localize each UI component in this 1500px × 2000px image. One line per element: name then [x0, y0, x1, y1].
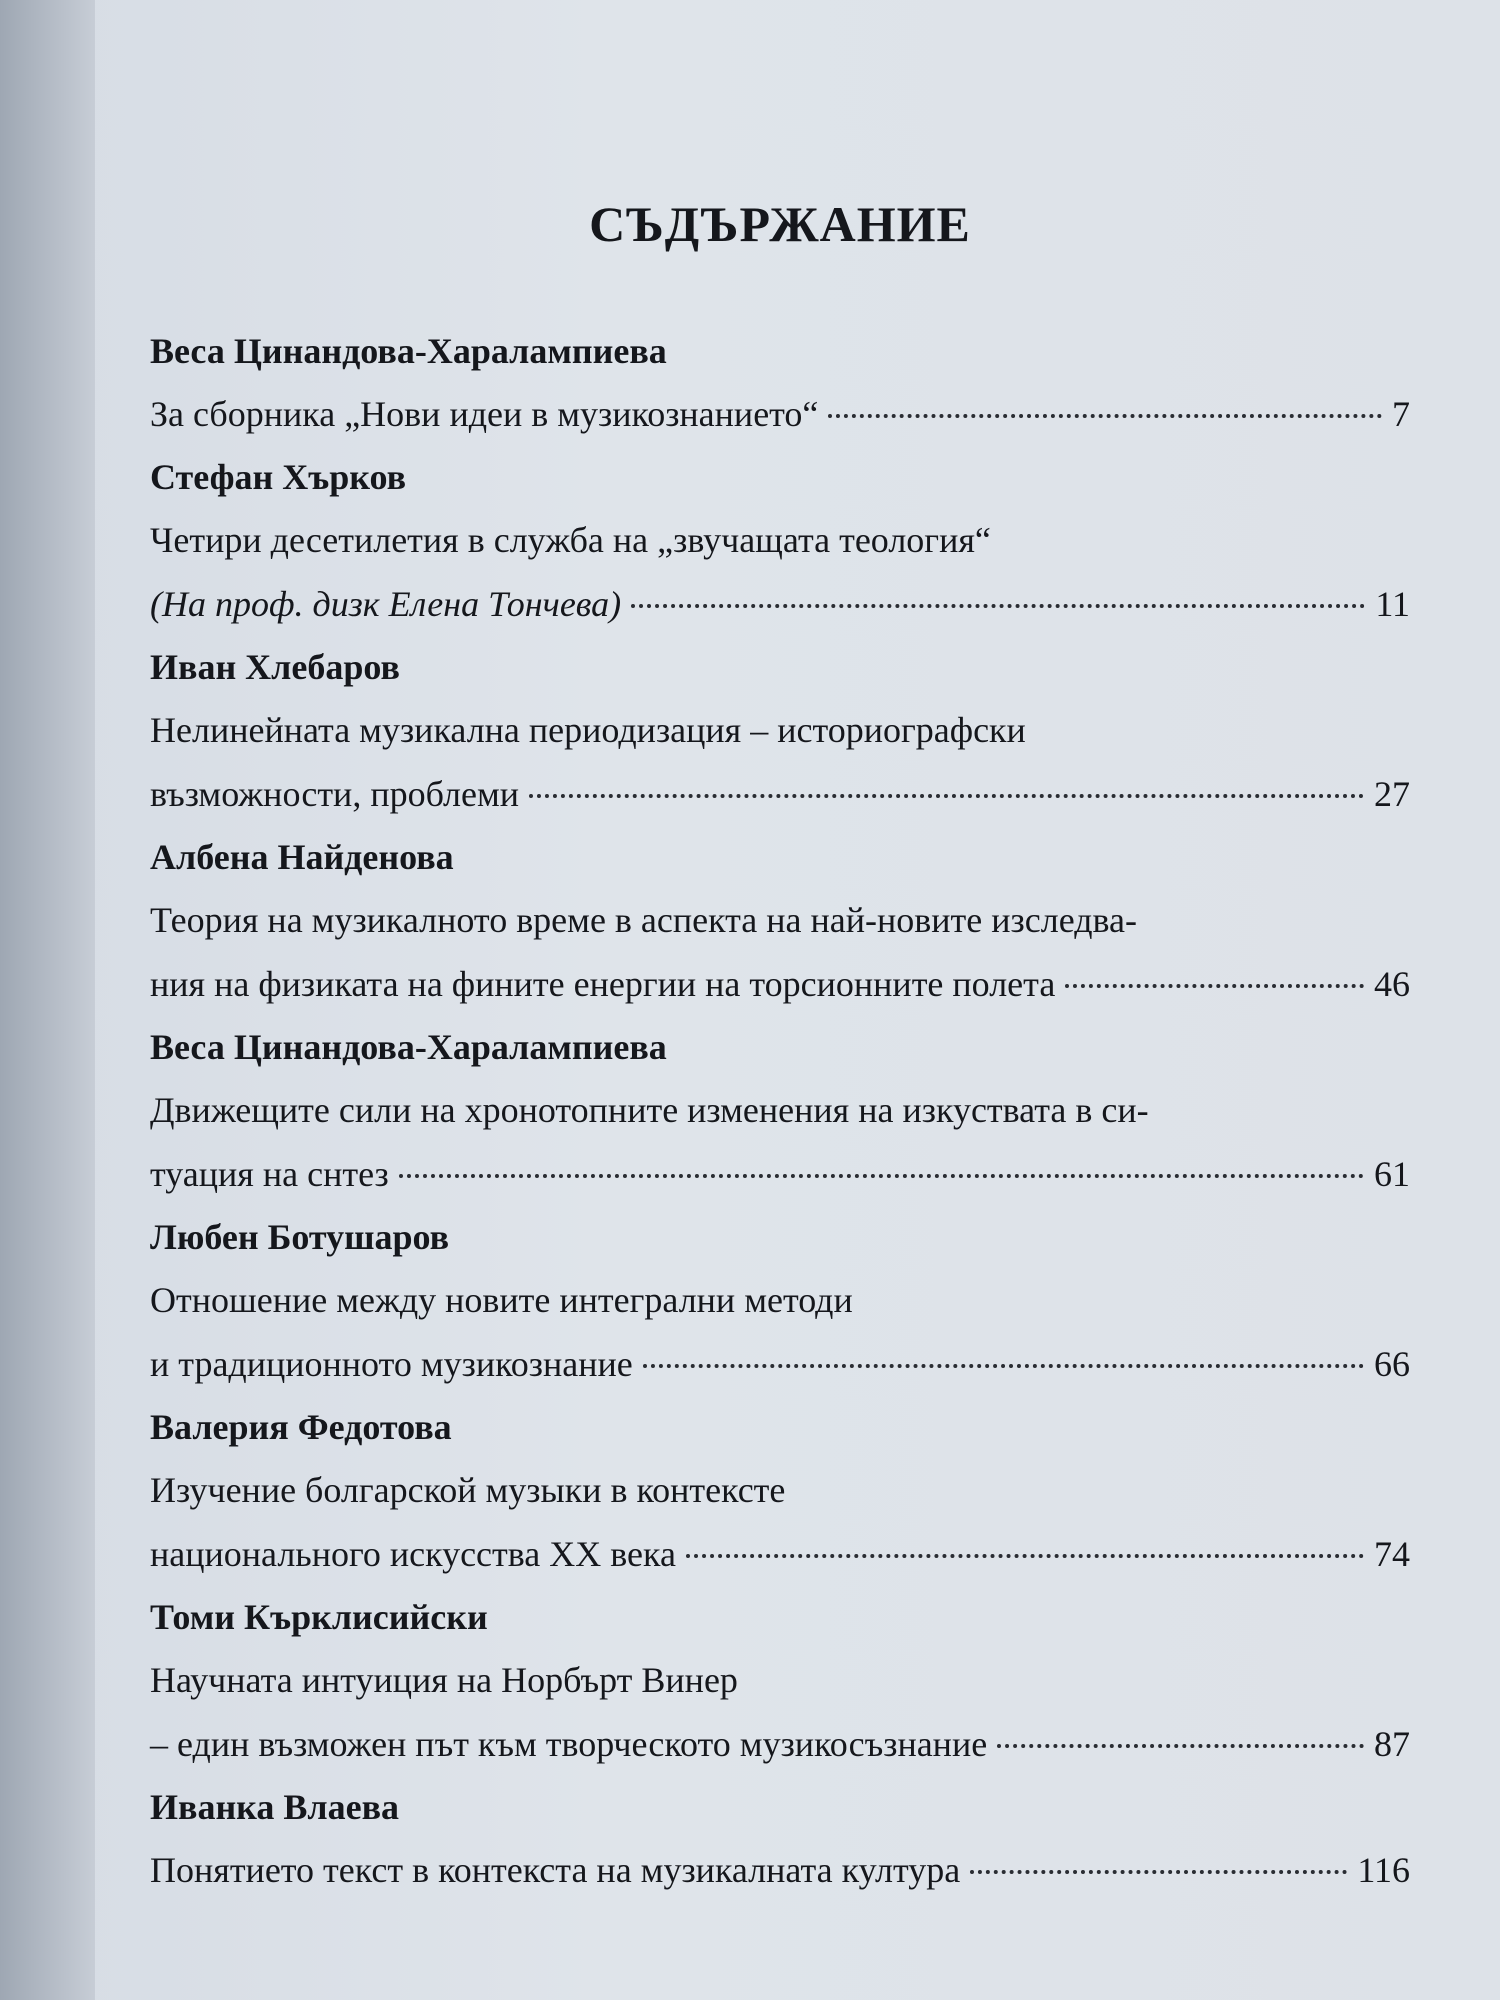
entry-author: Валерия Федотова: [150, 1407, 452, 1447]
entry-title: Понятието текст в контекста на музикалната култура: [150, 1850, 961, 1890]
entry-author: Иванка Влаева: [150, 1787, 400, 1827]
toc-entry: [150, 1396, 1410, 1586]
entry-title-line[interactable]: [150, 1522, 1410, 1586]
entry-title-cont: – един възможен път към творческото музикосъзнание: [150, 1724, 988, 1764]
entry-page-number: 46: [1374, 964, 1410, 1004]
entry-page-number: 27: [1374, 774, 1410, 814]
entry-page-number: 66: [1374, 1344, 1410, 1384]
entry-page-number: 61: [1374, 1154, 1410, 1194]
entry-author: Иван Хлебаров: [150, 647, 400, 687]
entry-title: Научната интуиция на Норбърт Винер: [150, 1660, 738, 1700]
entry-title-line[interactable]: [150, 1838, 1410, 1902]
toc-entry: [150, 320, 1410, 446]
toc-page: [150, 0, 1410, 2000]
table-of-contents: [150, 320, 1410, 1902]
entry-title-cont: национального искусства XX века: [150, 1534, 676, 1574]
page-title: СЪДЪРЖАНИЕ: [589, 196, 971, 252]
entry-subtitle: (На проф. дизк Елена Тончева): [150, 584, 622, 624]
toc-entry: [150, 1206, 1410, 1396]
dot-leader: [631, 604, 1365, 608]
entry-title-line[interactable]: [150, 952, 1410, 1016]
entry-title-cont: възможности, проблеми: [150, 774, 519, 814]
entry-title-line[interactable]: [150, 572, 1410, 636]
toc-entry: [150, 636, 1410, 826]
entry-author: Томи Кърклисийски: [150, 1597, 488, 1637]
entry-title-cont: и традиционното музикознание: [150, 1344, 633, 1384]
entry-title: Нелинейната музикална периодизация – историографски: [150, 710, 1026, 750]
entry-title: Движещите сили на хронотопните изменения на изкуствата в си-: [150, 1090, 1149, 1130]
dot-leader: [686, 1554, 1364, 1558]
toc-entry: [150, 1776, 1410, 1902]
toc-entry: [150, 1586, 1410, 1776]
dot-leader: [399, 1174, 1364, 1178]
binding-shadow: [0, 0, 95, 2000]
entry-title-line[interactable]: [150, 762, 1410, 826]
entry-title: Четири десетилетия в служба на „звучащата теология“: [150, 520, 991, 560]
entry-author: Стефан Хърков: [150, 457, 407, 497]
entry-title-line[interactable]: [150, 1712, 1410, 1776]
entry-title: Отношение между новите интегрални методи: [150, 1280, 853, 1320]
dot-leader: [529, 794, 1364, 798]
dot-leader: [828, 414, 1382, 418]
entry-page-number: 87: [1374, 1724, 1410, 1764]
entry-title-cont: ния на физиката на фините енергии на торсионните полета: [150, 964, 1056, 1004]
entry-author: Любен Ботушаров: [150, 1217, 450, 1257]
toc-entry: [150, 446, 1410, 636]
dot-leader: [970, 1870, 1347, 1874]
entry-title-line[interactable]: [150, 382, 1410, 446]
entry-title: Теория на музикалното време в аспекта на най-новите изследва-: [150, 900, 1138, 940]
toc-entry: [150, 1016, 1410, 1206]
entry-title-cont: туация на снтез: [150, 1154, 389, 1194]
entry-author: Веса Цинандова-Харалампиева: [150, 331, 667, 371]
entry-page-number: 11: [1375, 584, 1410, 624]
entry-title: За сборника „Нови идеи в музикознанието“: [150, 394, 819, 434]
entry-page-number: 7: [1392, 394, 1410, 434]
dot-leader: [997, 1744, 1364, 1748]
entry-page-number: 116: [1357, 1850, 1410, 1890]
entry-title: Изучение болгарской музыки в контексте: [150, 1470, 786, 1510]
dot-leader: [643, 1364, 1364, 1368]
entry-title-line[interactable]: [150, 1142, 1410, 1206]
entry-author: Албена Найденова: [150, 837, 454, 877]
entry-author: Веса Цинандова-Харалампиева: [150, 1027, 667, 1067]
entry-page-number: 74: [1374, 1534, 1410, 1574]
toc-entry: [150, 826, 1410, 1016]
entry-title-line[interactable]: [150, 1332, 1410, 1396]
dot-leader: [1065, 984, 1364, 988]
